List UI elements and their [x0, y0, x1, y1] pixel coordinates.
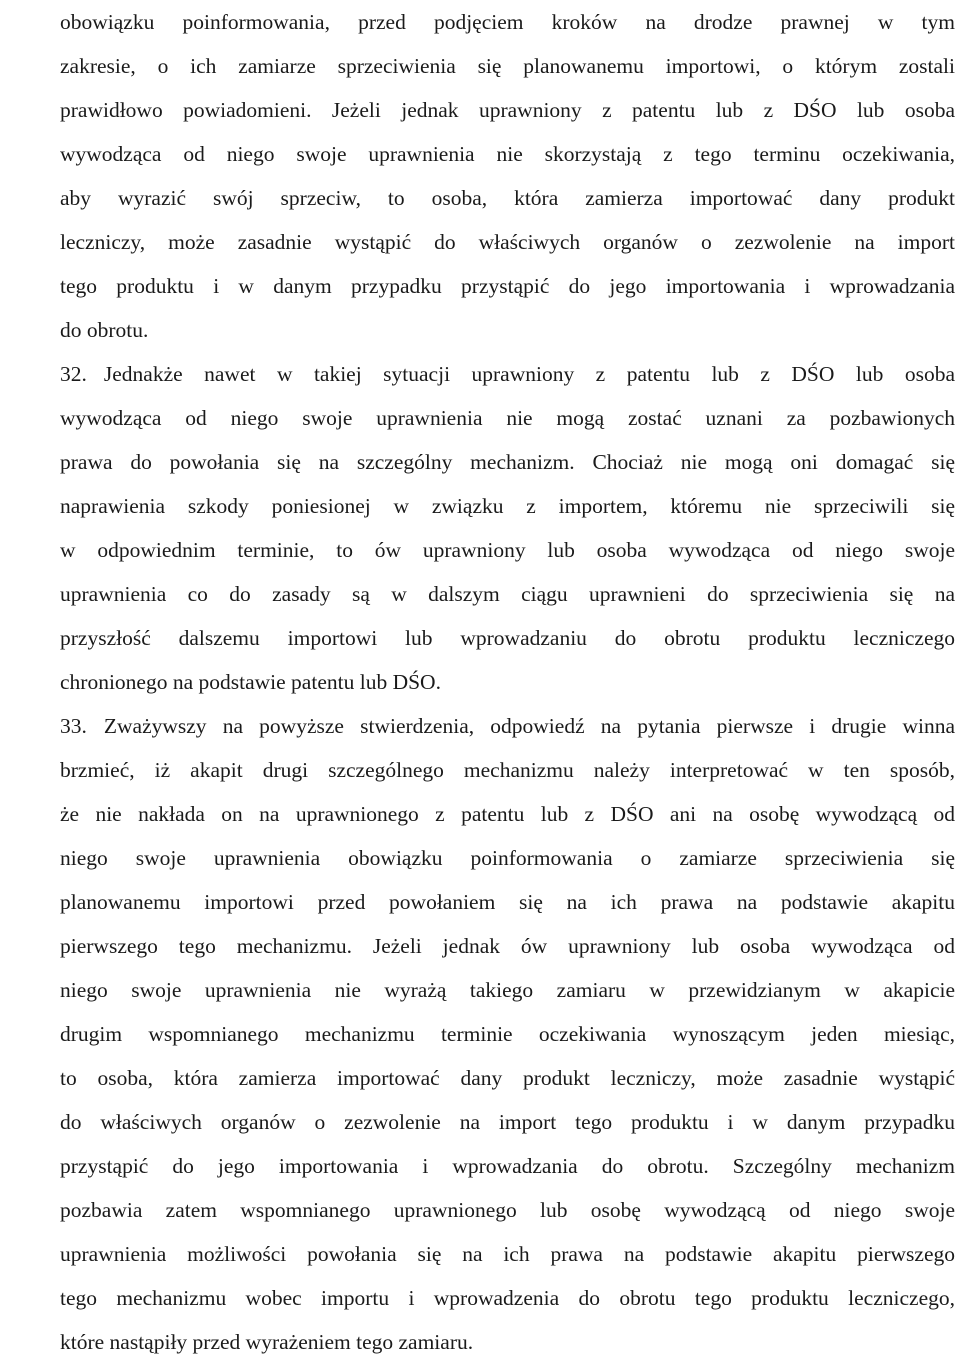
- text-line: wywodząca od niego swoje uprawnienia nie mogą zostać uznani za pozbawionych: [60, 406, 955, 430]
- paragraph-continuation: [60, 0, 955, 352]
- text-line: pozbawia zatem wspomnianego uprawnionego lub osobę wywodzącą od niego swoje: [60, 1198, 955, 1222]
- text-line: prawidłowo powiadomieni. Jeżeli jednak uprawniony z patentu lub z DŚO lub osoba: [60, 98, 955, 122]
- text-line: Zważywszy na powyższe stwierdzenia, odpowiedź na pytania pierwsze i drugie winna: [103, 714, 955, 738]
- text-line: do obrotu.: [60, 318, 149, 342]
- text-line: to osoba, która zamierza importować dany produkt leczniczy, może zasadnie wystąpić: [60, 1066, 955, 1090]
- text-line: leczniczy, może zasadnie wystąpić do właściwych organów o zezwolenie na import: [60, 230, 955, 254]
- text-line: przyszłość dalszemu importowi lub wprowadzaniu do obrotu produktu leczniczego: [60, 626, 955, 650]
- text-line: drugim wspomnianego mechanizmu terminie oczekiwania wynoszącym jeden miesiąc,: [60, 1022, 955, 1046]
- text-line: zakresie, o ich zamiarze sprzeciwienia się planowanemu importowi, o którym zostali: [60, 54, 955, 78]
- text-line: tego produktu i w danym przypadku przystąpić do jego importowania i wprowadzania: [60, 274, 955, 298]
- text-line: chronionego na podstawie patentu lub DŚO.: [60, 670, 441, 694]
- text-line: wywodząca od niego swoje uprawnienia nie skorzystają z tego terminu oczekiwania,: [60, 142, 955, 166]
- text-line: planowanemu importowi przed powołaniem się na ich prawa na podstawie akapitu: [60, 890, 955, 914]
- paragraph-32: [60, 352, 955, 704]
- paragraph-first-line: [60, 352, 955, 396]
- paragraph-first-line: [60, 704, 955, 748]
- text-line: aby wyrazić swój sprzeciw, to osoba, która zamierza importować dany produkt: [60, 186, 955, 210]
- text-line: brzmieć, iż akapit drugi szczególnego mechanizmu należy interpretować w ten sposób,: [60, 758, 955, 782]
- text-line: tego mechanizmu wobec importu i wprowadzenia do obrotu tego produktu leczniczego,: [60, 1286, 955, 1310]
- text-line: prawa do powołania się na szczególny mechanizm. Chociaż nie mogą oni domagać się: [60, 450, 955, 474]
- text-line: niego swoje uprawnienia obowiązku poinformowania o zamiarze sprzeciwienia się: [60, 846, 955, 870]
- paragraph-number: 32.: [60, 362, 87, 386]
- text-line: uprawnienia co do zasady są w dalszym ciągu uprawnieni do sprzeciwienia się na: [60, 582, 955, 606]
- text-line: uprawnienia możliwości powołania się na ich prawa na podstawie akapitu pierwszego: [60, 1242, 955, 1266]
- text-line: pierwszego tego mechanizmu. Jeżeli jednak ów uprawniony lub osoba wywodząca od: [60, 934, 955, 958]
- paragraph-33: [60, 704, 955, 1364]
- text-line: w odpowiednim terminie, to ów uprawniony lub osoba wywodząca od niego swoje: [60, 538, 955, 562]
- text-line: niego swoje uprawnienia nie wyrażą takiego zamiaru w przewidzianym w akapicie: [60, 978, 955, 1002]
- text-line: Jednakże nawet w takiej sytuacji uprawniony z patentu lub z DŚO lub osoba: [103, 362, 955, 386]
- text-line: do właściwych organów o zezwolenie na import tego produktu i w danym przypadku: [60, 1110, 955, 1134]
- paragraph-number: 33.: [60, 714, 87, 738]
- text-line: naprawienia szkody poniesionej w związku z importem, któremu nie sprzeciwili się: [60, 494, 955, 518]
- text-line: obowiązku poinformowania, przed podjęciem kroków na drodze prawnej w tym: [60, 10, 955, 34]
- text-line: przystąpić do jego importowania i wprowadzania do obrotu. Szczególny mechanizm: [60, 1154, 955, 1178]
- text-line: że nie nakłada on na uprawnionego z patentu lub z DŚO ani na osobę wywodzącą od: [60, 802, 955, 826]
- document-page: [60, 0, 955, 1364]
- text-line: które nastąpiły przed wyrażeniem tego zamiaru.: [60, 1330, 474, 1354]
